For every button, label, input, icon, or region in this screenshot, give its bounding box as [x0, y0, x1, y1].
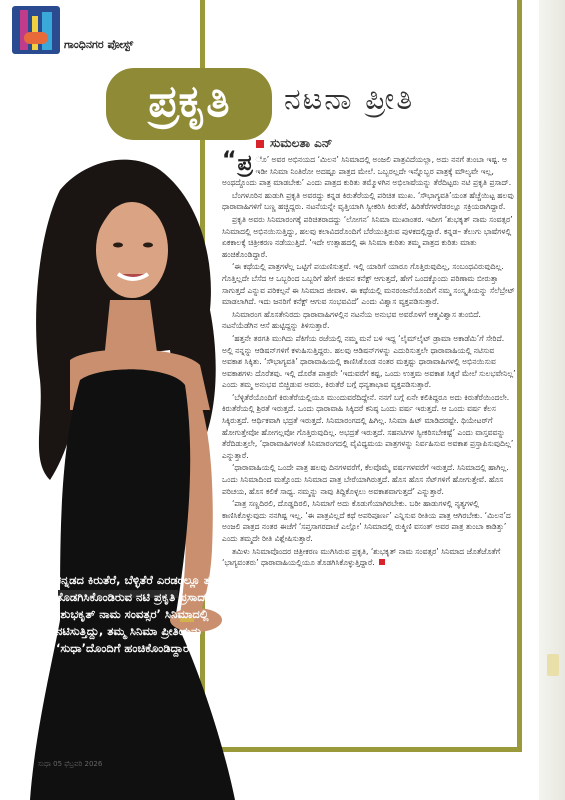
author-name: ಸುಮಲತಾ ಎನ್	[270, 136, 333, 150]
logo-bar	[20, 10, 28, 50]
eye	[113, 243, 123, 248]
title-sub: ನಟನಾ ಪ್ರೀತಿ	[284, 82, 415, 117]
author-byline	[256, 136, 332, 151]
article-paragraph: ‘ಬೆಳ್ಳಿತೆರೆಯೊಂದಿಗೆ ಕಿರುತೆರೆಯಲ್ಲಿಯೂ ಮುಂದುವರೆದಿದ್ದೇನೆ. ನನಗೆ ಬಗ್ಗೆ ಏನೇ ಕಲಿತಿದ್ದರೂ ಅದು ಕಿರುತೆರೆಯಿಂದಲೇ. ಕಿರುತೆರೆಯಲ್ಲಿ ಶ್ರಿರತೆ ಇರುತ್ತದೆ. ಒಂದು ಧಾರಾವಾಹಿ ಸಿಕ್ಕಿದರೆ ಕನಿಷ್ಠ ಒಂದು ವರ್ಷ ಇರುತ್ತದೆ. ಆ ಒಂದು ವರ್ಷ ಕೆಲಸ ಸಿಕ್ಕಿರುತ್ತದೆ. ಆರ್ಥಿಕವಾಗಿ ಭದ್ರತೆ ಇರುತ್ತದೆ. ಸಿನಿಮಾರಂಗದಲ್ಲಿ ಹಿಗಿಲ್ಲ. ಸಿನಿಮಾ ಹಿಟ್ ಮಾಡಿದರಷ್ಟೇ. ಥಿಯೇಟರ್‌ಗೆ ಹೋಗುತ್ತೇವೋ ಹೋಗಲ್ಲವೋ ಗೊತ್ತಿರುವುದಿಲ್ಲ. ಅಭದ್ರತೆ ಇರುತ್ತದೆ. ಸಹನಟಿಗಳ ಸ್ವೀಕರಿಸಬೇಕಷ್ಟೆ’ ಎಂದು ವಾಸ್ತವವನ್ನು ತೆರೆದಿಡುತ್ತಲೇ, ‘ಧಾರಾವಾಹಿಗಳಂತೆ ಸಿನಿಮಾರಂಗದಲ್ಲಿ ವೈವಿಧ್ಯಮಯ ಪಾತ್ರಗಳನ್ನು ನಿರ್ವಹಿಸುವ ಅವಕಾಶ ಪ್ರಸ್ತಾಪಿಸುವುದಿಲ್ಲ’ ಎನ್ನುತ್ತಾರೆ.	[222, 392, 514, 460]
section-logo	[12, 6, 60, 54]
article-paragraph: ಬೆಂಗಳೂರಿನ ಹುಡುಗಿ ಪ್ರಕೃತಿ ಅವರದ್ದು ಕನ್ನಡ ಕಿರುತೆರೆಯಲ್ಲಿ ಪರಿಚಿತ ಮುಖ. ‘ಸೌಭಾಗ್ಯವತಿ’ಯಂತ ಹೆಚ್ಚೆಯಿಟ್ಟ ಹಲವು ಧಾರಾವಾಹಿಗಳಿಗೆ ಬಣ್ಣ ಹಚ್ಚಿದ್ದರು. ನಟನೆಯನ್ನೇ ವೃತ್ತಿಯಾಗಿ ಸ್ವೀಕರಿಸಿ ಕಿರುತೆರೆ, ಹಿರಿತೆರೆಗಳರೆಡರಲ್ಲೂ ಸಕ್ರಿಯರಾಗಿದ್ದಾರೆ.	[222, 190, 514, 212]
byline-marker	[256, 140, 264, 148]
article-paragraph: ‘ಪಾತ್ರ ಸಣ್ಣದಿರಲಿ, ದೊಡ್ಡದಿರಲಿ, ಸಿನಿಮಾಗೆ ಅದು ಕೊಡುಗೆಯಾಗಿರಬೇಕು. ಬರೀ ಹಾಡುಗಳಲ್ಲಿ ನೃತ್ಯಗಳಲ್ಲಿ ಕಾಣಿಸಿಕೊಳ್ಳುವುದು ನನಗಿಷ್ಟ ಇಲ್ಲ. ‘ಈ ಪಾತ್ರವಿಲ್ಲದೆ ಕಥೆ ಅಪರಿಪೂರ್ಣ’ ಎನ್ನಿಸುವ ರೀತಿಯ ಪಾತ್ರ ಆಗಿರಬೇಕು. ‘ಮಿಲನ’ದ ಅಂಜಲಿ ಪಾತ್ರದ ನಂತರ ಈಚೆಗೆ ‘ಸಪ್ತಸಾಗರದಾಚೆ ಎಲ್ಲೋ’ ಸಿನಿಮಾದಲ್ಲಿ ರುಕ್ಮಿಣಿ ವಸಂತ್ ಅವರ ಪಾತ್ರ ತುಂಬಾ ಕಾಡಿತ್ತು’ ಎಂದು ತಮ್ಮದೇ ರೀತಿ ವಿಶ್ಲೇಷಿಸುತ್ತಾರೆ.	[222, 499, 511, 543]
article-paragraph: ‘ಈ ಕಥೆಯಲ್ಲಿ ಪಾತ್ರಗಳೆಲ್ಲ ಒಟ್ಟಿಗೆ ಪಯಣಿಸುತ್ತವೆ. ಇಲ್ಲಿ ಯಾರಿಗೆ ಯಾರೂ ಗೊತ್ತಿರುವುದಿಲ್ಲ, ಸಂಬಂಧವಿರುವುದಿಲ್ಲ. ಗೊತ್ತಿಲ್ಲದೇ ಬೆಸೆದ ಆ ಒಬ್ಬರಿಂದ ಒಬ್ಬರಿಗೆ ಹೇಗೆ ಜೀವನ ಕನೆಕ್ಟ್ ಆಗುತ್ತದೆ, ಹೇಗೆ ಒಂದಕ್ಕೊಂದು ಪರಿಣಾಮ ಬೀರುತ್ತಾ ಸಾಗುತ್ತದೆ ಎನ್ನುವ ಪರಿಕಲ್ಪನೆ ಈ ಸಿನಿಮಾದ ಜೀವಾಳ. ಈ ಕಥೆಯಲ್ಲಿ ಮನರಂಜನೆಯೊಂದಿಗೆ ನಮ್ಮ ಸಂಸ್ಕೃತಿಯನ್ನು ಸೆಲೆಬ್ರೇಟ್ ಮಾಡಲಾಗಿದೆ. ಇದು ಜನರಿಗೆ ಕನೆಕ್ಟ್ ಆಗುವ ಸಂಭವವಿದೆ’ ಎಂದು ವಿಶ್ವಾಸ ವ್ಯಕ್ತಪಡಿಸುತ್ತಾರೆ.	[222, 262, 515, 307]
logo-bar	[42, 12, 52, 50]
article-paragraph: ಸಿನಿಮಾರಂಗ ಹೊಸತೇನಿರದು ಧಾರಾವಾಹಿಗಳಲ್ಲಿನ ನಟನೆಯ ಅನುಭವ ಅವರೊಳಗೆ ಆತ್ಮವಿಶ್ವಾಸ ತುಂಬಿದೆ. ನಟನೆಯೆಡೆಗಿನ ಆಸೆ ಹುಟ್ಟಿದ್ದನ್ನು ತಿಳಿಸುತ್ತಾರೆ.	[222, 309, 481, 331]
logo-shape	[24, 32, 48, 44]
article-paragraph: ‘ಧಾರಾವಾಹಿಯಲ್ಲಿ ಒಂದೇ ಪಾತ್ರ ಹಲವು ದಿನಗಳವರೆಗೆ, ಕೆಲವೊಮ್ಮೆ ವರ್ಷಗಳವರೆಗೆ ಇರುತ್ತದೆ. ಸಿನಿಮಾದಲ್ಲಿ ಹಾಗಿಲ್ಲ. ಒಂದು ಸಿನಿಮಾದಿಂದ ಮತ್ತೊಂದು ಸಿನಿಮಾದ ಪಾತ್ರ ಬೇರೆಯಾಗಿರುತ್ತದೆ. ಹೊಸ ಹೊಸ ಸೆಟ್‌ಗಳಿಗೆ ಹೋಗುತ್ತೇವೆ. ಹೊಸ ಪರಿಚಯ, ಹೊಸ ಕಲಿಕೆ ಸಾಧ್ಯ. ನಮ್ಮನ್ನು ನಾವು ತಿದ್ದಿಕೊಳ್ಳಲು ಅವಕಾಶವಾಗುತ್ತದೆ’ ಎನ್ನುತ್ತಾರೆ.	[222, 463, 509, 496]
article-text: ತಮಿಳು ಸಿನಿಮಾವೊಂದರ ಚಿತ್ರೀಕರಣ ಮುಗಿಸಿರುವ ಪ್ರಕೃತಿ, ‘ಶುಭಕೃತ್ ನಾಮ ಸಂವತ್ಸರ’ ಸಿನಿಮಾದ ಜೊತೆಜೊತೆಗೆ ‘ಭಾಗ್ಯವಂತರು’ ಧಾರಾವಾಹಿಯಲ್ಲಿಯೂ ತೊಡಗಿಸಿಕೊಳ್ಳುತ್ತಿದ್ದಾರೆ.	[222, 546, 501, 568]
eye	[143, 243, 153, 248]
article-paragraph	[222, 546, 516, 569]
next-page-edge	[539, 0, 565, 800]
page-edge-mark	[547, 654, 559, 676]
section-name: ಗಾಂಧಿನಗರ ಪೋಸ್ಟ್	[64, 38, 134, 51]
page-footer: ಸುಧಾ 05 ಫೆಬ್ರವರಿ 2026	[38, 760, 103, 768]
article-paragraph: ಪ್ರಕೃತಿ ಅವರು ಸಿನಿಮಾರಂಗಕ್ಕೆ ಪರಿಚಿತರಾದದ್ದು ‘ಲೋಗನ’ ಸಿನಿಮಾ ಮುಖಾಂತರ. ಇದೀಗ ‘ಶುಭಕೃತ್ ನಾಮ ಸಂವತ್ಸರ’ ಸಿನಿಮಾದಲ್ಲಿ ಅಭಿನಯಿಸುತ್ತಿದ್ದು, ಹಲವು ಕಲಾವಿದರೊಂದಿಗೆ ಬೆರೆಯುತ್ತಿರುವ ಪುಳಕದಲ್ಲಿದ್ದಾರೆ. ಕನ್ನಡ– ತೆಲುಗು ಭಾಷೆಗಳಲ್ಲಿ ಏಕಕಾಲಕ್ಕೆ ಚಿತ್ರೀಕರಣ ನಡೆಯುತ್ತಿದೆ. ‘ಇದೇ ಉತ್ಸಾಹದಲ್ಲಿ ಈ ಸಿನಿಮಾ ಕುರಿತು ತಮ್ಮ ಪಾತ್ರದ ಕುರಿತು ಮಾತು ಹಂಚಿಕೊಂಡಿದ್ದಾರೆ.	[222, 214, 513, 259]
dropcap: ಪ್ರ	[237, 150, 253, 176]
photo-caption: ಕನ್ನಡದ ಕಿರುತೆರೆ, ಬೆಳ್ಳಿತೆರೆ ಎರಡರಲ್ಲೂ ತಮ್ಮನ್ನು ತೊಡಗಿಸಿಕೊಂಡಿರುವ ನಟಿ ಪ್ರಕೃತಿ ಪ್ರಸಾದ್ ‘ಶುಭಕೃತ್ ನಾಮ ಸಂವತ್ಸರ’ ಸಿನಿಮಾದಲ್ಲಿ ನಟಿಸುತ್ತಿದ್ದು, ತಮ್ಮ ಸಿನಿಮಾ ಪ್ರೀತಿಯನ್ನು ‘ಸುಧಾ’ದೊಂದಿಗೆ ಹಂಚಿಕೊಂಡಿದ್ದಾರೆ.	[56, 573, 235, 655]
title-main: ಪ್ರಕೃತಿ	[148, 76, 230, 127]
article-paragraph	[222, 148, 516, 189]
end-marker	[379, 559, 385, 565]
article-text: ೊ’ ಅವರ ಅಭಿನಯದ ‘ಮಿಲನ’ ಸಿನಿಮಾದಲ್ಲಿ ಅಂಜಲಿ ಪಾತ್ರವಿದೆಯಲ್ಲಾ, ಅದು ನನಗೆ ತುಂಬಾ ಇಷ್ಟ. ಆ ಇಡೀ ಸಿನಿಮಾ ನಿಂತಿರೋ ಅದಷ್ಟೂ ಪಾತ್ರದ ಮೇಲೆ. ಒಬ್ಬರಲ್ಲದೇ ಇನ್ನೊಬ್ಬರ ಪಾತ್ರಕ್ಕೆ ಮೌಲ್ಯವೇ ಇಲ್ಲ, ಅಂಥದ್ದೊಂದು ಪಾತ್ರ ಮಾಡಬೇಕು’ ಎಂದು ಪಾತ್ರದ ಕುರಿತು ತಮ್ಮೊಳಗಿನ ಅಭಿಲಾಷೆಯನ್ನು ತೆರೆದಿಟ್ಟರು ನಟಿ ಪ್ರಕೃತಿ ಪ್ರಸಾದ್.	[222, 155, 512, 188]
article-body	[222, 148, 516, 570]
smile	[118, 274, 148, 279]
article-paragraph: ‘ಹತ್ತನೇ ತರಗತಿ ಮುಗಿದು ಪೆಕಿಗೆಯ ರಜೆಯಲ್ಲಿ ನಮ್ಮ ಮನೆ ಬಳಿ ಇದ್ದ ‘ಲೈಮ್‌ಲೈಟ್ ಡ್ರಾಮಾ ಅಕಾಡೆಮಿ’ಗೆ ಸೇರಿದೆ. ಅಲ್ಲಿ ನನ್ನನ್ನು ಆಡಿಷನ್‌ಗಳಿಗೆ ಕಳುಹಿಸುತ್ತಿದ್ದರು. ಹಲವು ಆಡಿಷನ್‌ಗಳನ್ನು ಎದುರಿಸುತ್ತಲೇ ಧಾರಾವಾಹಿಯಲ್ಲಿ ನಟಿಸುವ ಅವಕಾಶ ಸಿಕ್ಕಿತು. ‘ಸೌಭಾಗ್ಯವತಿ’ ಧಾರಾವಾಹಿಯಲ್ಲಿ ಕಾಣಿಸಿಕೊಂಡ ನಂತರ ಮತ್ತಷ್ಟು ಧಾರಾವಾಹಿಗಳಲ್ಲಿ ಅಭಿನಯಿಸುವ ಅವಕಾಶಗಳು ದೊರೆತವು. ಇಲ್ಲಿ ದೊರೆತ ಪಾತ್ರವೇ ‘ಇದುವರೆಗೆ ಕಷ್ಟ, ಒಂದು ಉತ್ತಮ ಅವಕಾಶ ಸಿಕ್ಕರೆ ಮೇಲೆ ಸುಲಭವೇನಿಲ್ಲ’ ಎಂದು ತಮ್ಮ ಅನುಭವ ಬಿಚ್ಚಿಡುವ ಅವರು, ಕಿರುತೆರೆ ಬಗ್ಗೆ ಧನ್ಯತಾಭಾವ ವ್ಯಕ್ತಪಡಿಸುತ್ತಾರೆ.	[222, 333, 516, 390]
opening-quote: “	[222, 148, 237, 173]
